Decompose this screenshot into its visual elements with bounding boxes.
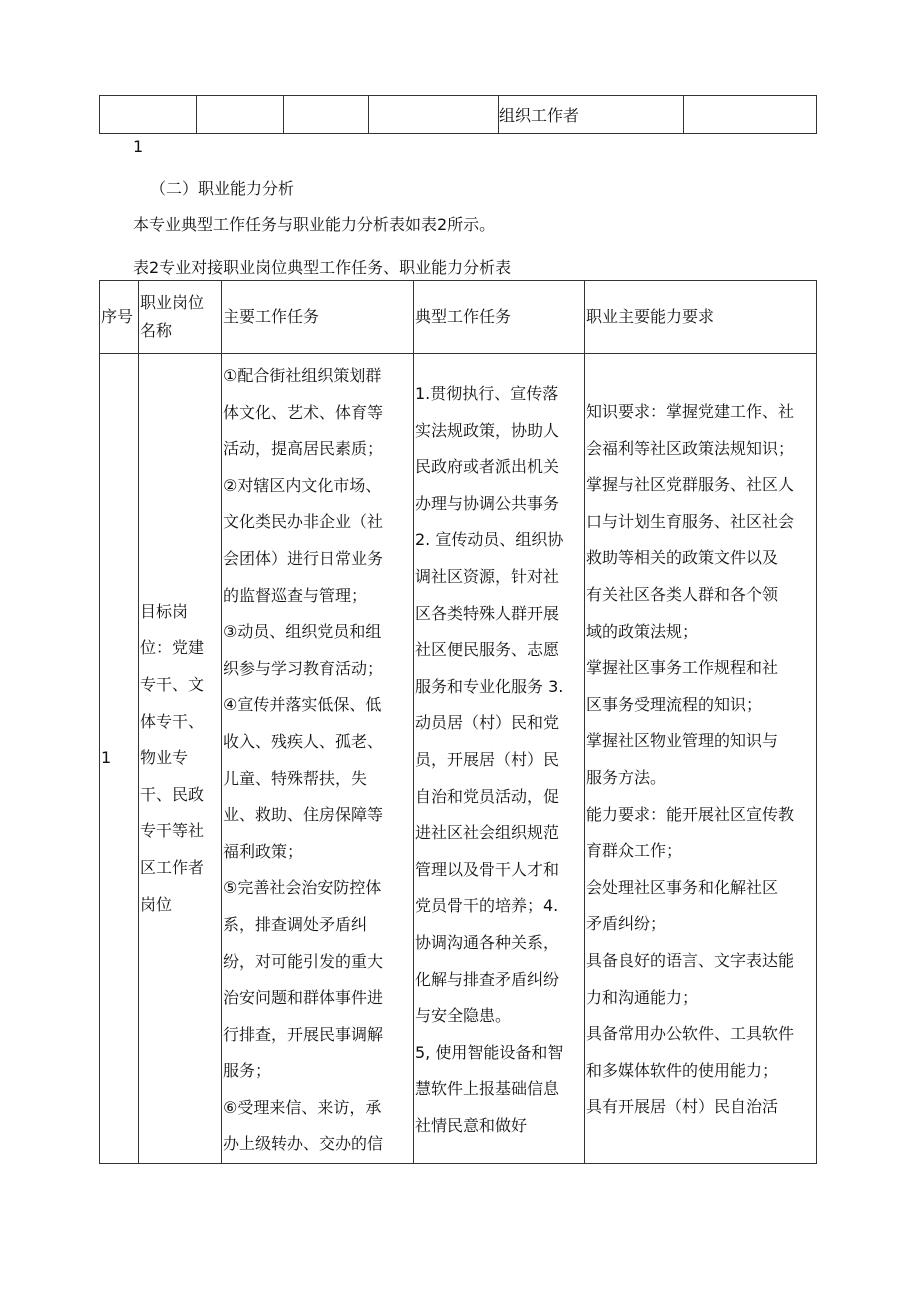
table-header-row xyxy=(100,281,817,354)
row-typical-tasks-value: 1.贯彻执行、宣传落 实法规政策，协助人 民政府或者派出机关 办理与协调公共事务 2. 宣传动员、组织协 调社区资源，针对社 区各类特殊人群开展 社区便民服务、志愿 服务和专业化服务 3. 动员居（村）民和党 员，开展居（村）民 自治和党员活动，促 进社区社会组织规范 管理以及骨干人才和 党员骨干的培养；4. 协调沟通各种关系， 化解与排查矛盾纠纷 与安全隐患。 5, 使用智能设备和智 慧软件上报基础信息 社情民意和做好 xyxy=(415,384,564,1135)
row-typical-tasks xyxy=(414,354,585,1164)
header-main-tasks-label: 主要工作任务 xyxy=(223,307,320,326)
row-post xyxy=(139,354,222,1164)
row-seq xyxy=(100,354,139,1164)
top-table-fragment xyxy=(99,95,817,134)
header-post-label: 职业岗位 名称 xyxy=(140,293,205,340)
top-cell-1 xyxy=(100,96,197,134)
row-abilities-value: 知识要求：掌握党建工作、社 会福利等社区政策法规知识； 掌握与社区党群服务、社区人 口与计划生育服务、社区社会 救助等相关的政策文件以及 有关社区各类人群和各个领 域的政策法规； 掌握社区事务工作规程和社 区事务受理流程的知识； 掌握社区物业管理的知识与 服务方法。 能力要求：能开展社区宣传教 育群众工作； 会处理社区事务和化解社区 矛盾纠纷； 具备良好的语言、文字表达能 力和沟通能力； 具备常用办公软件、工具软件 和多媒体软件的使用能力； 具有开展居（村）民自治活 xyxy=(586,402,795,1117)
table-caption: 表2专业对接职业岗位典型工作任务、职业能力分析表 xyxy=(133,258,512,277)
header-post xyxy=(139,281,222,354)
top-cell-5: 组织工作者 xyxy=(499,96,684,134)
top-cell-4 xyxy=(369,96,499,134)
header-typical-tasks-label: 典型工作任务 xyxy=(415,307,512,326)
table-row xyxy=(100,354,817,1164)
row-main-tasks xyxy=(222,354,414,1164)
row-post-value: 目标岗 位：党建 专干、文 体专干、 物业专 干、民政 专干等社 区工作者 岗位 xyxy=(140,601,205,914)
header-main-tasks xyxy=(222,281,414,354)
table-row xyxy=(100,96,817,134)
header-abilities xyxy=(585,281,817,354)
header-typical-tasks xyxy=(414,281,585,354)
top-cell-3 xyxy=(284,96,369,134)
section-heading: （二）职业能力分析 xyxy=(150,179,295,198)
top-cell-6 xyxy=(684,96,817,134)
header-abilities-label: 职业主要能力要求 xyxy=(586,307,715,326)
row-abilities xyxy=(585,354,817,1164)
ability-analysis-table xyxy=(99,280,817,1164)
row-seq-value: 1 xyxy=(101,748,112,768)
header-seq xyxy=(100,281,139,354)
intro-paragraph: 本专业典型工作任务与职业能力分析表如表2所示。 xyxy=(133,215,496,234)
page-number: 1 xyxy=(133,137,144,156)
top-cell-2 xyxy=(197,96,284,134)
row-main-tasks-value: ①配合街社组织策划群 体文化、艺术、体育等 活动，提高居民素质； ②对辖区内文化市场、 文化类民办非企业（社 会团体）进行日常业务 的监督巡查与管理； ③动员、组织党员和组 织参与学习教育活动； ④宣传并落实低保、低 收入、残疾人、孤老、 儿童、特殊帮扶，失 业、救助、住房保障等 福利政策； ⑤完善社会治安防控体 系，排查调处矛盾纠 纷，对可能引发的重大 治安问题和群体事件进 行排查，开展民事调解 服务； ⑥受理来信、来访，承 办上级转办、交办的信 xyxy=(223,366,384,1154)
header-seq-label: 序号 xyxy=(101,307,134,326)
